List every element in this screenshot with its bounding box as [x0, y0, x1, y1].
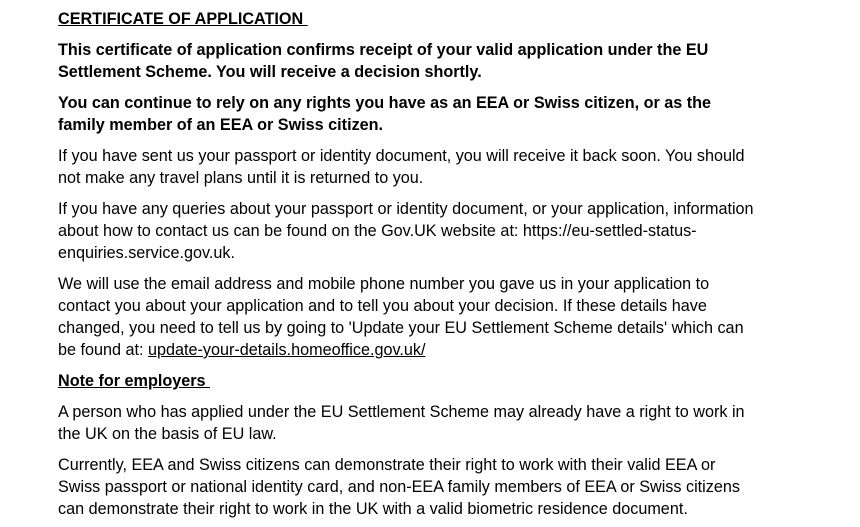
receipt-confirmation-paragraph: This certificate of application confirms receipt of your valid application under the EU Settlement Scheme. You will receive a decision shortly.: [58, 41, 709, 81]
employers-heading: Note for employers: [58, 372, 211, 390]
update-details-link[interactable]: update-your-details.homeoffice.gov.uk/: [148, 341, 426, 359]
employer-right-to-work-paragraph: A person who has applied under the EU Settlement Scheme may already have a right to work in the UK on the basis of EU law.: [58, 403, 745, 443]
rights-paragraph: You can continue to rely on any rights you have as an EEA or Swiss citizen, or as the family member of an EEA or Swiss citizen.: [58, 94, 712, 134]
certificate-heading: CERTIFICATE OF APPLICATION: [58, 10, 308, 28]
document-content: [58, 8, 758, 527]
passport-return-paragraph: If you have sent us your passport or identity document, you will receive it back soon. You should not make any travel plans until it is returned to you.: [58, 147, 745, 187]
employer-demonstrate-paragraph: Currently, EEA and Swiss citizens can demonstrate their right to work with their valid EEA or Swiss passport or national identity card, and non-EEA family members of EEA or Swiss citizens can demonstrate their right to work in the UK with a valid biometric residence document.: [58, 456, 740, 518]
update-details-text: We will use the email address and mobile phone number you gave us in your application to contact you about your application and to tell you about your decision. If these details have changed, you need to tell us by going to 'Update your EU Settlement Scheme details' which can be found at:: [58, 275, 744, 359]
update-details-paragraph: [58, 273, 758, 361]
queries-paragraph: If you have any queries about your passport or identity document, or your application, information about how to contact us can be found on the Gov.UK website at: https://eu-settled-status-enquiries.service.gov.uk.: [58, 200, 754, 262]
